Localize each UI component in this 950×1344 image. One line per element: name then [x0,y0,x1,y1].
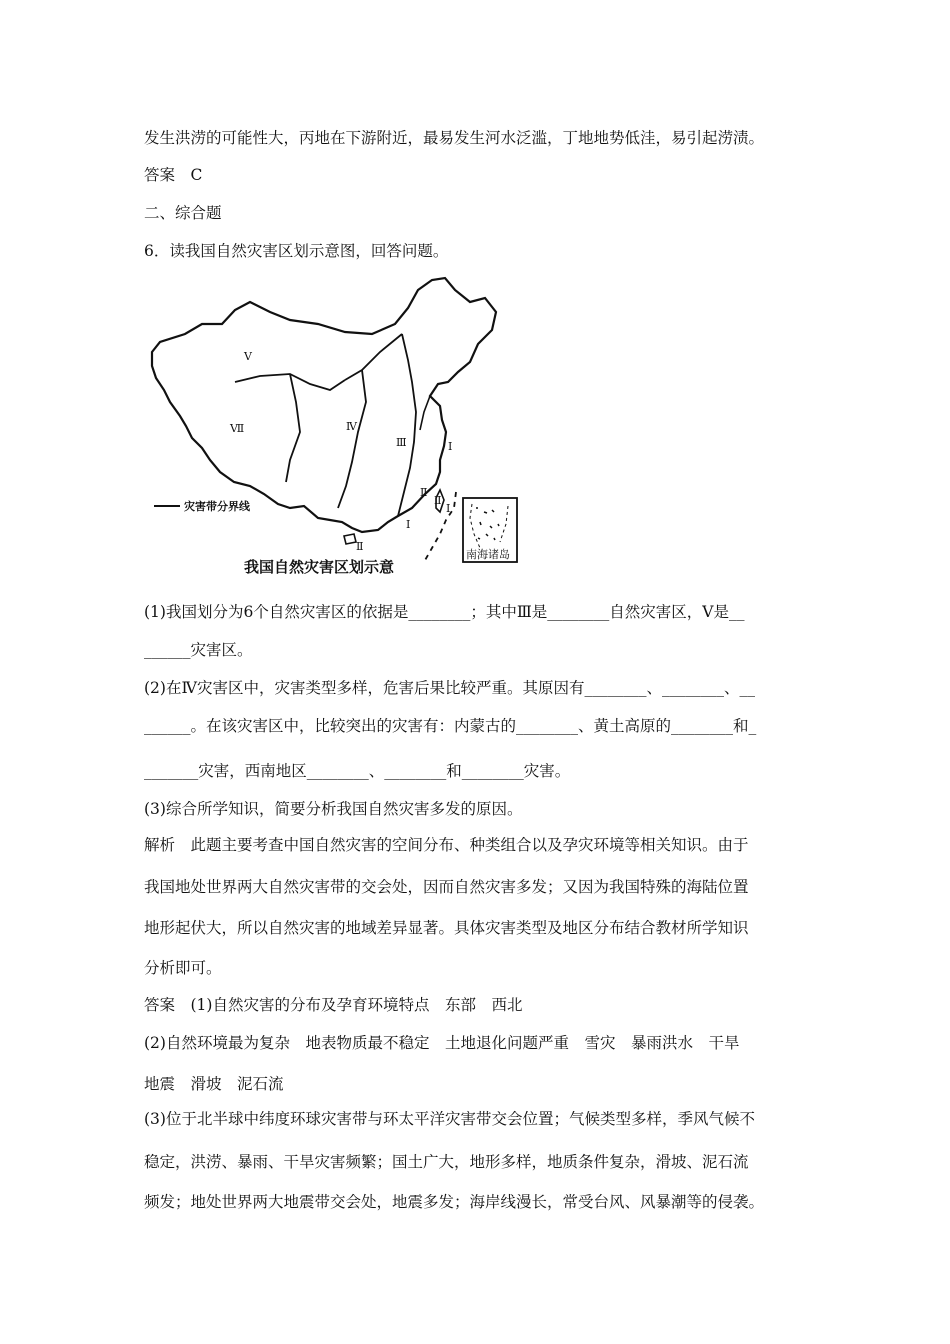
question-2-cont: _______灾害，西南地区________、________和________灾害。 [144,762,571,780]
answer-line: 答案 (1)自然灾害的分布及孕育环境特点 东部 西北 [144,996,523,1014]
zone-boundary [345,334,402,380]
answer-line: (3)位于北半球中纬度环球灾害带与环太平洋灾害带交会位置；气候类型多样，季风气候不 [144,1110,755,1128]
analysis-line: 我国地处世界两大自然灾害带的交会处，因而自然灾害多发；又因为我国特殊的海陆位置 [144,878,749,896]
region-label-i: Ⅰ [446,502,451,515]
question-3: (3)综合所学知识，简要分析我国自然灾害多发的原因。 [144,800,523,818]
region-label-i: Ⅰ [448,440,453,453]
inset-label: 南海诸岛 [466,548,510,561]
zone-boundary [338,370,366,508]
region-label-iii: Ⅲ [396,436,407,449]
answer-line: (2)自然环境最为复杂 地表物质最不稳定 土地退化问题严重 雪灾 暴雨洪水 干旱 [144,1034,740,1052]
map-title: 我国自然灾害区划示意 [244,558,395,576]
answer-line: 稳定，洪涝、暴雨、干旱灾害频繁；国土广大，地形多样，地质条件复杂，滑坡、泥石流 [144,1153,749,1171]
zone-boundary [286,374,300,482]
text-line: 发生洪涝的可能性大，丙地在下游附近，最易发生河水泛滥，丁地地势低洼，易引起涝渍。 [144,129,765,147]
question-1: (1)我国划分为6个自然灾害区的依据是________；其中Ⅲ是________自然灾害区，Ⅴ是__ [144,603,745,621]
region-label-ii: Ⅱ [434,494,442,507]
analysis-line: 解析 此题主要考查中国自然灾害的空间分布、种类组合以及孕灾环境等相关知识。由于 [144,836,749,854]
inset-islands [476,508,499,540]
answer-line: 地震 滑坡 泥石流 [144,1075,284,1093]
region-label-v: Ⅴ [244,350,252,363]
question-2: (2)在Ⅳ灾害区中，灾害类型多样，危害后果比较严重。其原因有________、________、__ [144,679,755,697]
region-label-i: Ⅰ [406,518,411,531]
zone-boundary [398,334,416,516]
zone-boundary [420,396,430,430]
section-heading: 二、综合题 [144,204,222,222]
answer-line: 频发；地处世界两大地震带交会处，地震多发；海岸线漫长，常受台风、风暴潮等的侵袭。 [144,1193,765,1211]
analysis-line: 地形起伏大，所以自然灾害的地域差异显著。具体灾害类型及地区分布结合教材所学知识 [144,919,749,937]
answer-label: 答案 C [144,166,203,184]
region-label-ii: Ⅱ [356,540,364,553]
legend-label: 灾害带分界线 [184,500,250,513]
analysis-line: 分析即可。 [144,959,222,977]
question-title: 6．读我国自然灾害区划示意图，回答问题。 [144,242,449,260]
region-label-vii: Ⅶ [230,422,245,435]
disaster-zone-map [140,272,525,582]
region-label-iv: Ⅳ [346,420,357,433]
country-outline [152,278,496,532]
question-2-cont: ______。在该灾害区中，比较突出的灾害有：内蒙古的________、黄土高原的________和_ [144,717,757,735]
inset-dashed-line [470,504,508,548]
hainan-outline [344,534,356,544]
map-svg [140,272,525,582]
question-1-cont: ______灾害区。 [144,641,253,659]
region-label-ii: Ⅱ [420,486,428,499]
